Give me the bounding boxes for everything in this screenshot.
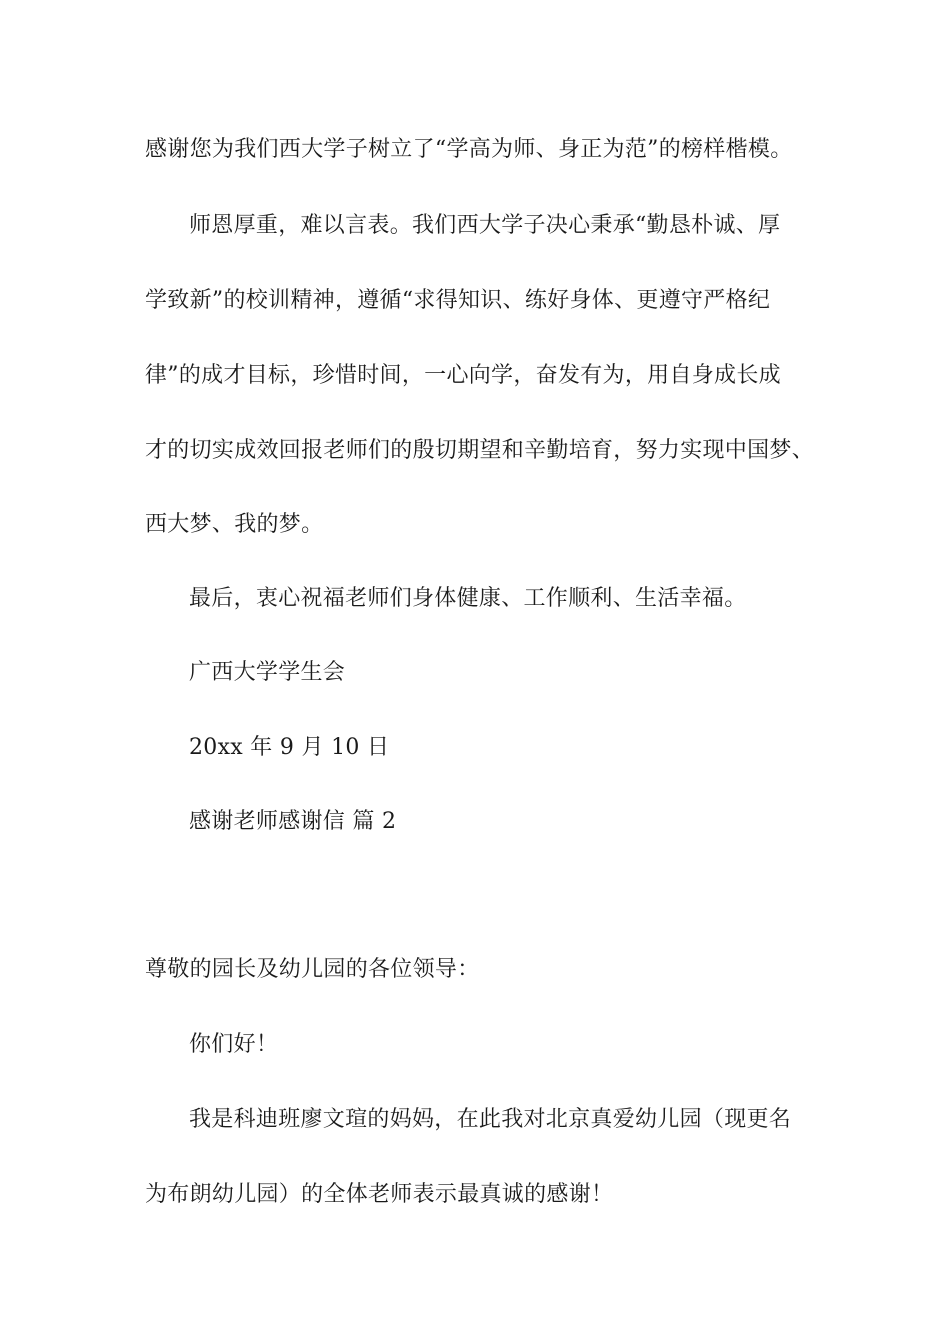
signature-date: 20xx 年 9 月 10 日 [189,735,390,760]
greeting-hello: 你们好！ [189,1032,279,1057]
section-title: 感谢老师感谢信 篇 2 [189,809,397,834]
body-line: 我是科迪班廖文瑄的妈妈，在此我对北京真爱幼儿园（现更名 [189,1107,792,1132]
salutation: 尊敬的园长及幼儿园的各位领导： [145,957,480,982]
paragraph-line: 才的切实成效回报老师们的殷切期望和辛勤培育，努力实现中国梦、 [145,438,815,463]
paragraph-line: 西大梦、我的梦。 [145,512,324,537]
paragraph-line: 学致新”的校训精神，遵循“求得知识、练好身体、更遵守严格纪 [145,288,771,313]
paragraph-line: 律”的成才目标，珍惜时间，一心向学，奋发有为，用自身成长成 [145,363,781,388]
body-line: 为布朗幼儿园）的全体老师表示最真诚的感谢！ [145,1182,614,1207]
paragraph-line: 师恩厚重，难以言表。我们西大学子决心秉承“勤恳朴诚、厚 [189,213,781,238]
signature-organization: 广西大学学生会 [189,660,346,685]
closing-line: 感谢您为我们西大学子树立了“学高为师、身正为范”的榜样楷模。 [145,137,793,162]
blessing-line: 最后，衷心祝福老师们身体健康、工作顺利、生活幸福。 [189,586,747,611]
